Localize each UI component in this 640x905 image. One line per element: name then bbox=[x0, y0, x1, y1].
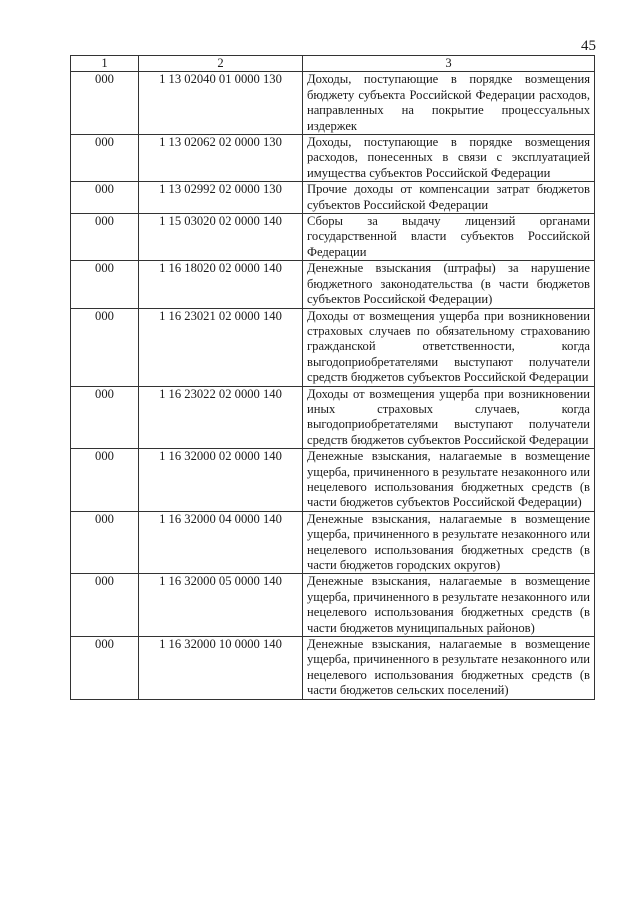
admin-code-cell: 000 bbox=[71, 449, 139, 512]
budget-classification-code-cell: 1 13 02992 02 0000 130 bbox=[139, 182, 303, 214]
admin-code-cell: 000 bbox=[71, 308, 139, 386]
admin-code-cell: 000 bbox=[71, 135, 139, 182]
budget-classification-code-cell: 1 16 32000 02 0000 140 bbox=[139, 449, 303, 512]
revenue-description-cell: Денежные взыскания, налагаемые в возмещение ущерба, причиненного в результате незаконного или нецелевого использования бюджетных средств (в части бюджетов муниципальных районов) bbox=[303, 574, 595, 637]
admin-code-cell: 000 bbox=[71, 261, 139, 308]
table-row bbox=[71, 72, 595, 135]
admin-code-cell: 000 bbox=[71, 214, 139, 261]
revenue-description-cell: Прочие доходы от компенсации затрат бюджетов субъектов Российской Федерации bbox=[303, 182, 595, 214]
table-row bbox=[71, 574, 595, 637]
table-row bbox=[71, 308, 595, 386]
budget-classification-code-cell: 1 16 32000 10 0000 140 bbox=[139, 637, 303, 700]
admin-code-cell: 000 bbox=[71, 386, 139, 449]
column-header-2: 2 bbox=[139, 56, 303, 72]
table-row bbox=[71, 449, 595, 512]
admin-code-cell: 000 bbox=[71, 511, 139, 574]
revenue-description-cell: Доходы, поступающие в порядке возмещения бюджету субъекта Российской Федерации расходов, направленных на покрытие процессуальных издержек bbox=[303, 72, 595, 135]
revenue-description-cell: Доходы от возмещения ущерба при возникновении иных страховых случаев, когда выгодоприобретателями выступают получатели средств бюджетов субъектов Российской Федерации bbox=[303, 386, 595, 449]
revenue-description-cell: Денежные взыскания, налагаемые в возмещение ущерба, причиненного в результате незаконного или нецелевого использования бюджетных средств (в части бюджетов субъектов Российской Федерации) bbox=[303, 449, 595, 512]
page-number: 45 bbox=[581, 38, 596, 54]
table-row bbox=[71, 261, 595, 308]
admin-code-cell: 000 bbox=[71, 574, 139, 637]
admin-code-cell: 000 bbox=[71, 72, 139, 135]
budget-classification-code-cell: 1 15 03020 02 0000 140 bbox=[139, 214, 303, 261]
admin-code-cell: 000 bbox=[71, 182, 139, 214]
revenue-description-cell: Доходы, поступающие в порядке возмещения расходов, понесенных в связи с эксплуатацией имущества субъектов Российской Федерации bbox=[303, 135, 595, 182]
revenue-description-cell: Денежные взыскания, налагаемые в возмещение ущерба, причиненного в результате незаконного или нецелевого использования бюджетных средств (в части бюджетов городских округов) bbox=[303, 511, 595, 574]
revenue-description-cell: Сборы за выдачу лицензий органами государственной власти субъектов Российской Федерации bbox=[303, 214, 595, 261]
table-row bbox=[71, 511, 595, 574]
budget-classification-code-cell: 1 16 32000 05 0000 140 bbox=[139, 574, 303, 637]
budget-classification-code-cell: 1 16 23021 02 0000 140 bbox=[139, 308, 303, 386]
column-header-3: 3 bbox=[303, 56, 595, 72]
revenue-description-cell: Денежные взыскания, налагаемые в возмещение ущерба, причиненного в результате незаконного или нецелевого использования бюджетных средств (в части бюджетов сельских поселений) bbox=[303, 637, 595, 700]
budget-classification-code-cell: 1 13 02062 02 0000 130 bbox=[139, 135, 303, 182]
table-row bbox=[71, 135, 595, 182]
table-row bbox=[71, 182, 595, 214]
budget-classification-code-cell: 1 16 32000 04 0000 140 bbox=[139, 511, 303, 574]
revenue-description-cell: Доходы от возмещения ущерба при возникновении страховых случаев по обязательному страхованию гражданской ответственности, когда выгодоприобретателями выступают получатели средств бюджетов субъектов Российской Федерации bbox=[303, 308, 595, 386]
table-row bbox=[71, 386, 595, 449]
table-header-row bbox=[71, 56, 595, 72]
table-row bbox=[71, 214, 595, 261]
budget-classification-code-cell: 1 16 23022 02 0000 140 bbox=[139, 386, 303, 449]
revenue-codes-table bbox=[70, 55, 595, 700]
admin-code-cell: 000 bbox=[71, 637, 139, 700]
budget-classification-code-cell: 1 16 18020 02 0000 140 bbox=[139, 261, 303, 308]
budget-classification-code-cell: 1 13 02040 01 0000 130 bbox=[139, 72, 303, 135]
table-row bbox=[71, 637, 595, 700]
column-header-1: 1 bbox=[71, 56, 139, 72]
revenue-description-cell: Денежные взыскания (штрафы) за нарушение бюджетного законодательства (в части бюджетов субъектов Российской Федерации) bbox=[303, 261, 595, 308]
